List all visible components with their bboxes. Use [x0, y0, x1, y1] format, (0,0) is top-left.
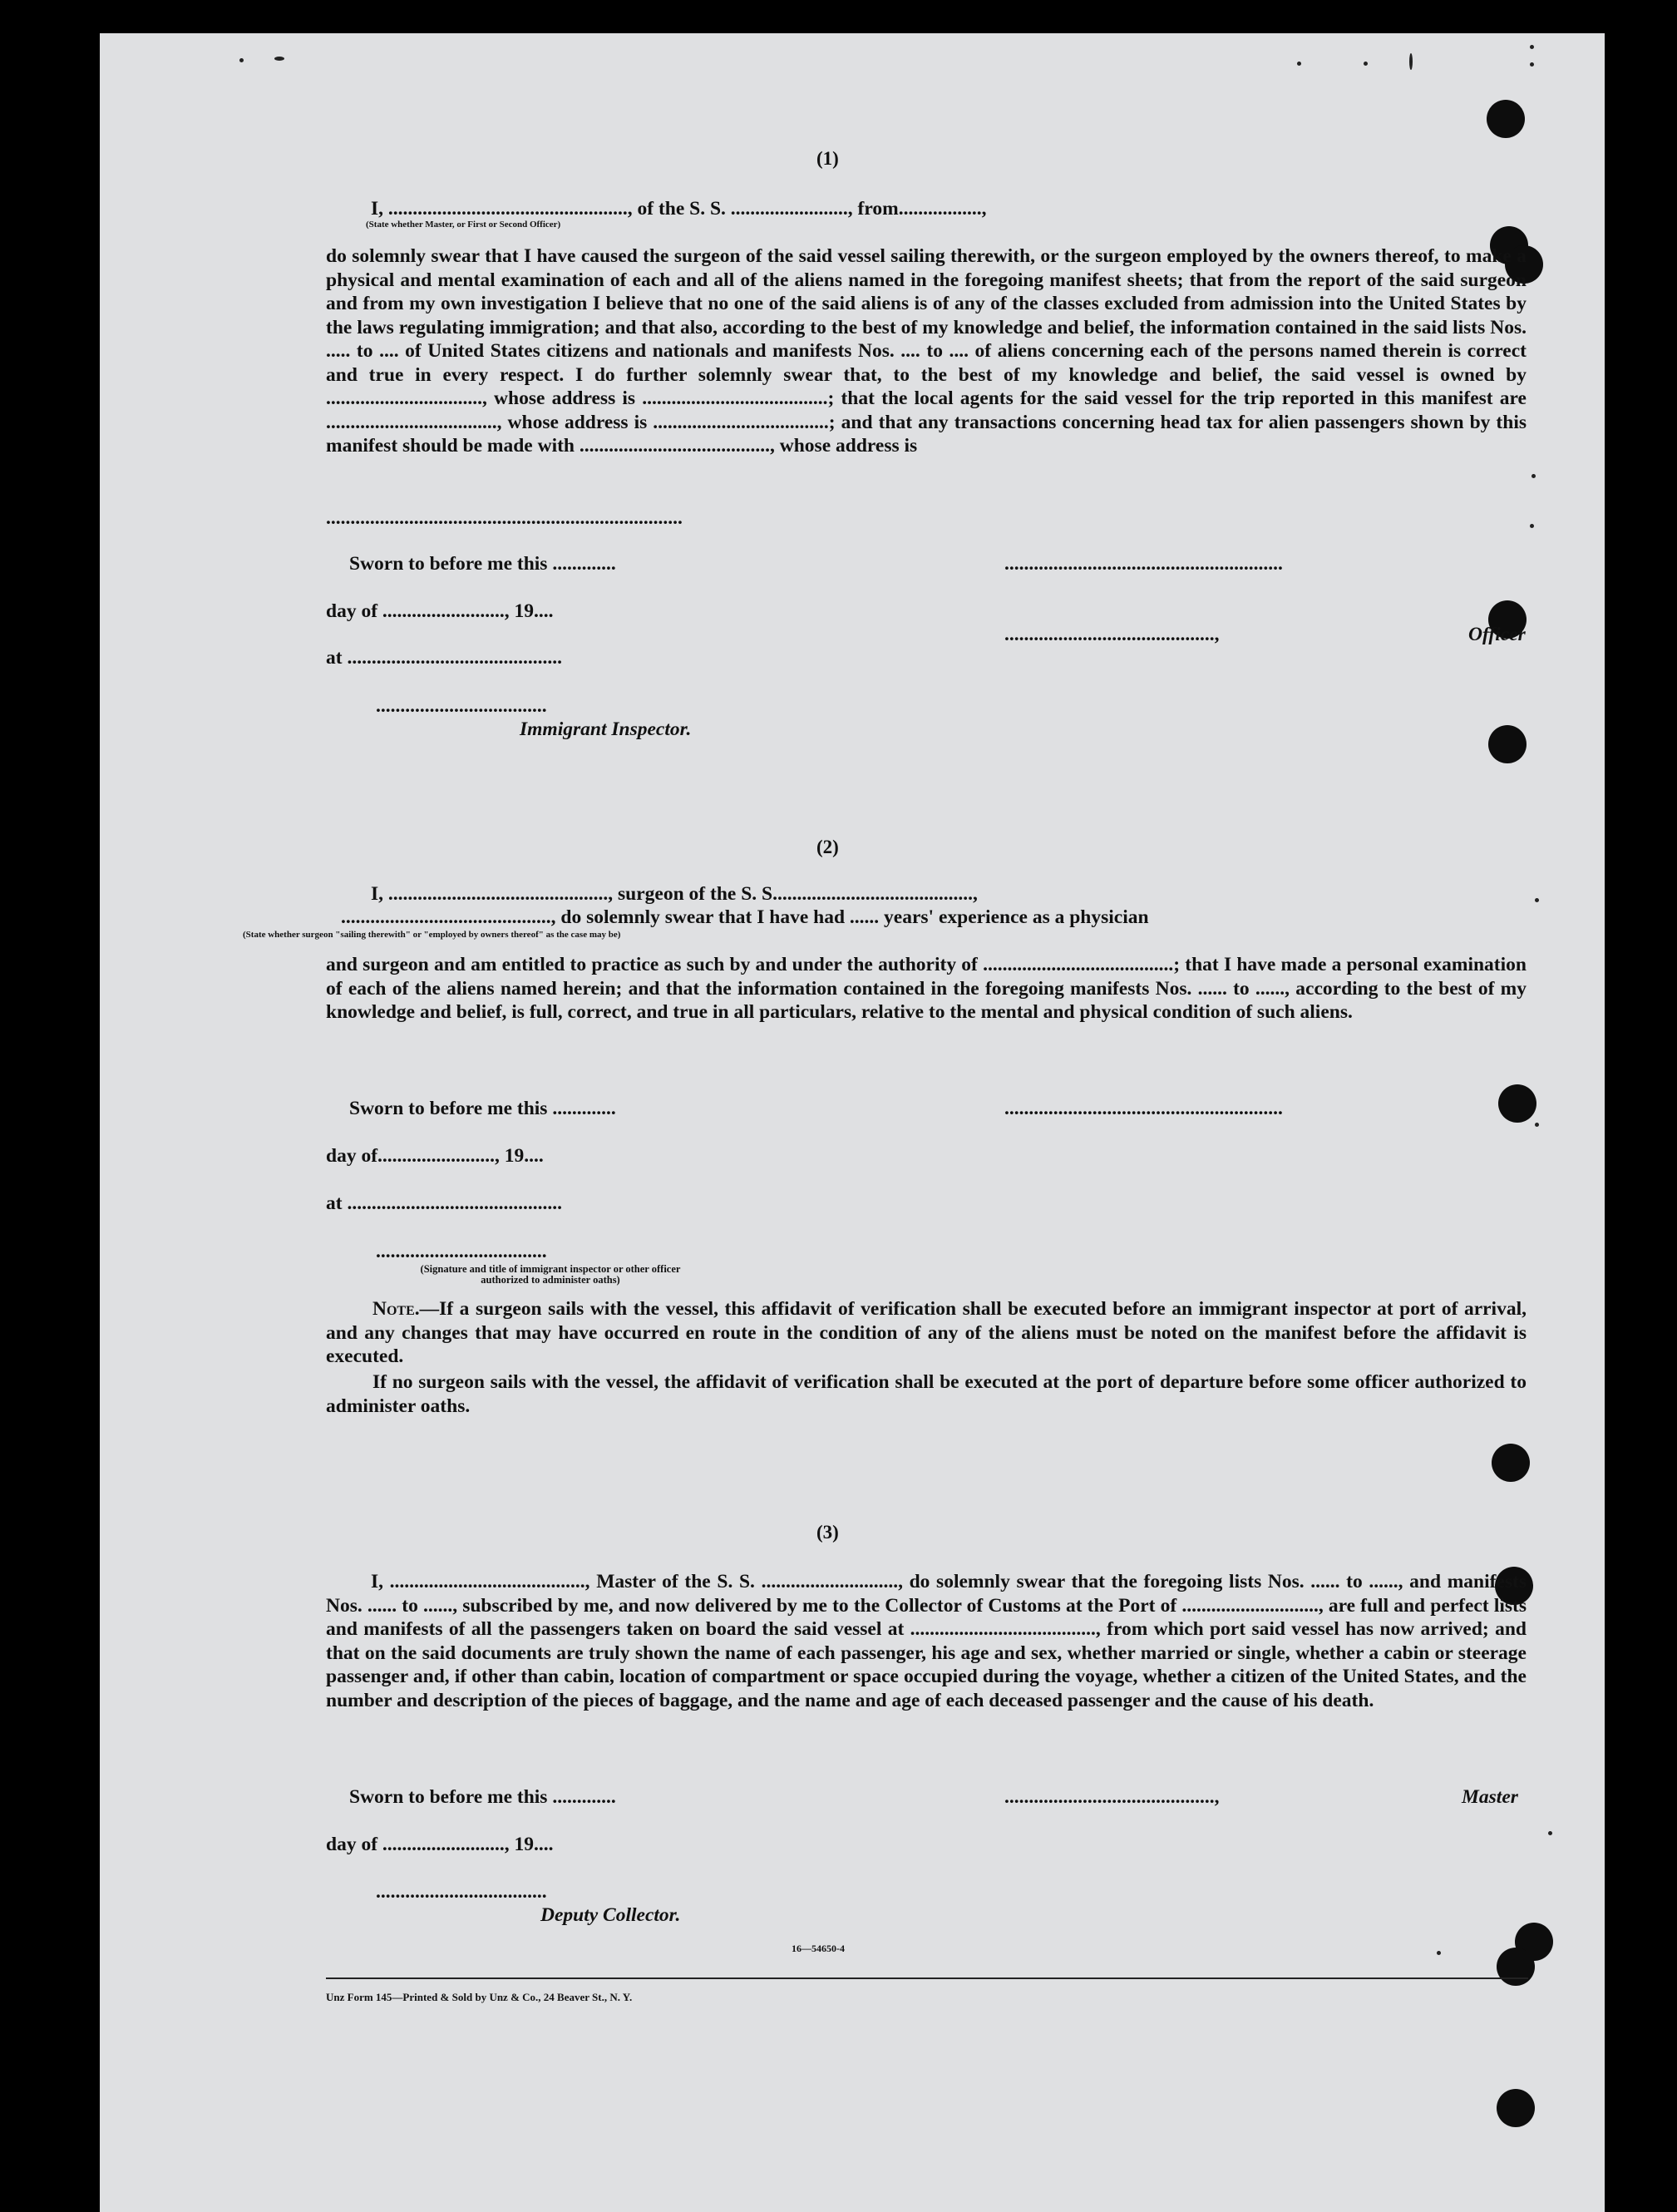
section-3-collector-line: ................................... [376, 1881, 547, 1903]
punch-hole [1497, 2089, 1535, 2127]
section-1-inspector-line: ................................... [376, 695, 547, 717]
section-1-heading: (1) [816, 148, 839, 169]
section-1-body-end: ......................................................................... [326, 507, 683, 529]
section-1-officer-label: Officer [1468, 624, 1526, 645]
speck [274, 57, 284, 61]
speck [1530, 524, 1534, 528]
punch-hole [1497, 1948, 1535, 1986]
section-3-collector-label: Deputy Collector. [540, 1904, 681, 1926]
speck [1297, 62, 1301, 66]
note-label-text: Note. [372, 1298, 420, 1320]
section-1-line-1-note: (State whether Master, or First or Second Officer) [366, 220, 561, 230]
section-2-line-2-note: (State whether surgeon "sailing therewith" or "employed by owners thereof" as the case may be) [243, 930, 621, 940]
section-3-sworn: Sworn to before me this ............. [349, 1786, 616, 1808]
section-2-line-1: I, ............................................., surgeon of the S. S........................................., [371, 883, 978, 905]
punch-hole [1487, 100, 1525, 138]
section-3-day-of: day of ........................., 19.... [326, 1834, 554, 1855]
section-2-sworn: Sworn to before me this ............. [349, 1098, 616, 1119]
speck [1548, 1831, 1552, 1835]
section-1-officer-line: ..........................................., [1004, 624, 1220, 645]
section-3-master-line: ..........................................., [1004, 1786, 1220, 1808]
section-2-inspector-line: ................................... [376, 1241, 547, 1262]
speck [1530, 45, 1534, 49]
form-number: 16—54650-4 [792, 1943, 845, 1954]
speck [1535, 1123, 1539, 1127]
section-2-inspector-note: (Signature and title of immigrant inspector or other officer authorized to administer oaths) [420, 1263, 681, 1286]
speck [1531, 474, 1536, 478]
section-2-line-2: ..........................................., do solemnly swear that I have had ...... years' experience as a physician [341, 906, 1149, 928]
punch-hole [1492, 1444, 1530, 1482]
section-3-master-label: Master [1462, 1786, 1518, 1808]
section-2-note-2: If no surgeon sails with the vessel, the affidavit of verification shall be executed at the port of departure before some officer authorized to administer oaths. [326, 1371, 1527, 1417]
section-2-body: and surgeon and am entitled to practice as such by and under the authority of .......................................; that I have made a personal examination of each of the aliens named herein; and that the information contained in the foregoing manifests Nos. ...... to ......, according to the best of my knowledge and belief, is full, correct, and true in all particulars, relative to the mental and physical condition of such aliens. [326, 954, 1527, 1023]
section-1-body: do solemnly swear that I have caused the surgeon of the said vessel sailing therewith, or the surgeon employed by the owners thereof, to make a physical and mental examination of each and all of the aliens named in the foregoing manifest sheets; that from the report of the said surgeon and from my own investigation I believe that no one of the said aliens is of any of the classes excluded from admission into the United States by the laws regulating immigration; and that also, according to the best of my knowledge and belief, the information contained in the said lists Nos. ..... to .... of United States citizens and nationals and manifests Nos. .... to .... of aliens concerning each of the persons named therein is correct and true in every respect. I do further solemnly swear that, to the best of my knowledge and belief, the said vessel is owned by ................................, whose address is ......................................; that the local agents for the said vessel for the trip reported in this manifest are ..................................., whose address is ....................................; and that any transactions concerning head tax for alien passengers shown by this manifest should be made with ......................................., whose address is [326, 245, 1527, 457]
section-2-day-of: day of........................, 19.... [326, 1145, 544, 1167]
section-1-inspector-label: Immigrant Inspector. [520, 718, 692, 740]
note-1-text: —If a surgeon sails with the vessel, this affidavit of verification shall be executed before an immigrant inspector at port of arrival, and any changes that may have occurred en route in the condition of any of the aliens must be noted on the manifest before the affidavit is executed. [326, 1298, 1527, 1367]
section-2-note-1 [326, 1297, 1527, 1369]
section-1-day-of: day of ........................., 19.... [326, 600, 554, 622]
section-2-signature-line: ......................................................... [1004, 1098, 1283, 1119]
section-1-sworn: Sworn to before me this ............. [349, 553, 616, 575]
speck [1535, 898, 1539, 902]
footer-printer: Unz Form 145—Printed & Sold by Unz & Co., 24 Beaver St., N. Y. [326, 1991, 633, 2003]
form-page [100, 33, 1605, 2212]
section-1-line-1: I, ................................................., of the S. S. ........................, from................., [371, 198, 987, 220]
section-1-signature-line: ......................................................... [1004, 553, 1283, 575]
speck [1530, 62, 1534, 67]
speck [1437, 1951, 1441, 1955]
section-3-heading: (3) [816, 1522, 839, 1543]
footer-rule [326, 1977, 1528, 1979]
speck [239, 58, 244, 62]
section-2-heading: (2) [816, 837, 839, 857]
section-3-body: I, ........................................, Master of the S. S. ............................, do solemnly swear that the foregoing lists Nos. ...... to ......, and manifests Nos. ...... to ......, subscribed by me, and now delivered by me to the Collector of Customs at the Port of ............................, are full and perfect lists and manifests of all the passengers taken on board the said vessel at ......................................, from which port said vessel has now arrived; and that on the said documents are truly shown the name of each passenger, his age and sex, whether married or single, whether a cabin or steerage passenger and, if other than cabin, location of compartment or space occupied during the voyage, whether a citizen of the United States, and the number and description of the pieces of baggage, and the name and age of each deceased passenger and the cause of his death. [326, 1571, 1527, 1711]
speck [1364, 62, 1368, 66]
punch-hole [1488, 725, 1527, 763]
section-2-at: at ............................................ [326, 1192, 562, 1214]
speck [1409, 53, 1413, 70]
section-1-at: at ............................................ [326, 647, 562, 669]
